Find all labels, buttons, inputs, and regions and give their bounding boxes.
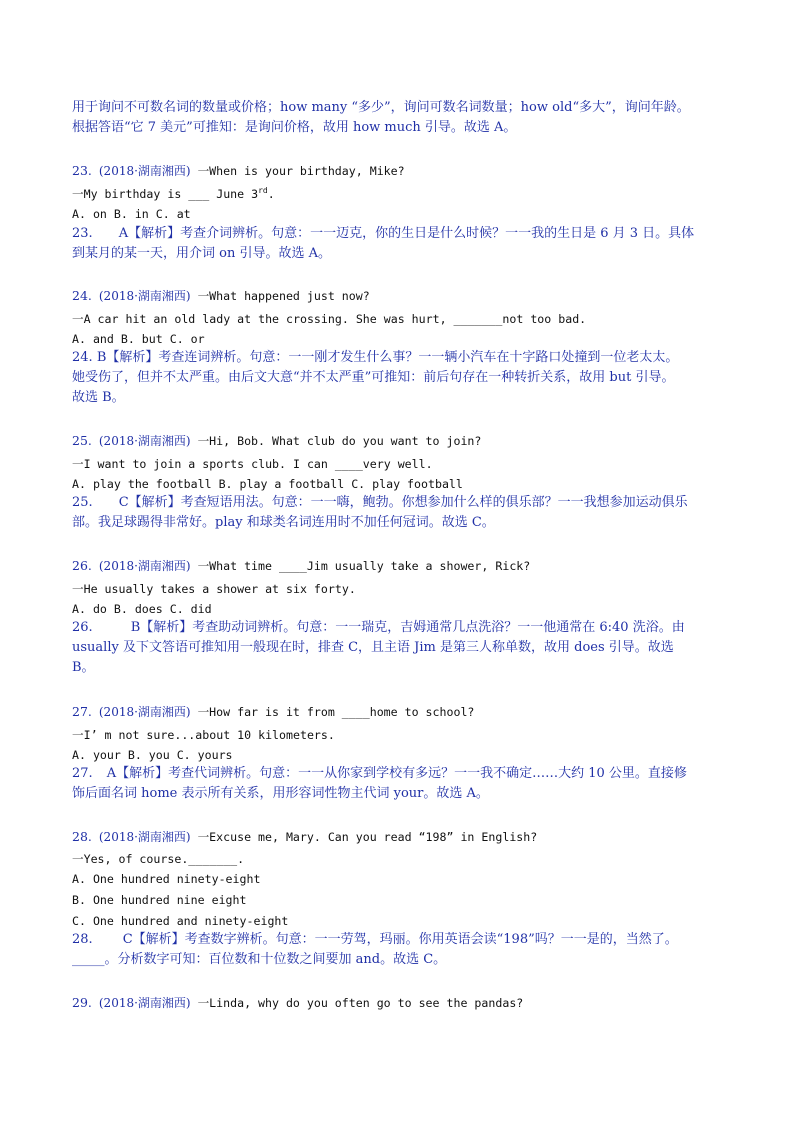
answer-explanation: 【解析】考查介词辨析。句意：一一迈克，你的生日是什么时候？一一我的生日是 6 月 3 日。具体	[128, 226, 695, 241]
question-text: 一What time ____Jim usually take a shower, Rick?	[197, 559, 531, 573]
answer-27	[72, 764, 732, 784]
question-24-line: 一A car hit an old lady at the crossing. She was hurt, _______not too bad.	[72, 312, 587, 326]
question-number: 24.	[72, 288, 92, 303]
answer-25-line-2: 部。我足球踢得非常好。play 和球类名词连用时不加任何冠词。故选 C。	[72, 515, 495, 530]
question-text: 一Hi, Bob. What club do you want to join?	[197, 434, 482, 448]
question-number: 27.	[72, 704, 92, 719]
question-source: (2018·湖南湘西)	[98, 830, 191, 844]
answer-27-line-2: 饰后面名词 home 表示所有关系，用形容词性物主代词 your。故选 A。	[72, 786, 489, 801]
answer-28	[72, 930, 732, 950]
answer-letter: C	[122, 932, 133, 947]
question-text: 一When is your birthday, Mike?	[197, 164, 405, 178]
question-source: (2018·湖南湘西)	[98, 434, 191, 448]
answer-23-line-2: 到某月的某一天，用介词 on 引导。故选 A。	[72, 246, 331, 261]
question-source: (2018·湖南湘西)	[98, 164, 191, 178]
question-source: (2018·湖南湘西)	[98, 289, 191, 303]
question-number: 26.	[72, 558, 92, 573]
question-number: 25.	[72, 433, 92, 448]
question-27-options: A. your B. you C. yours	[72, 748, 233, 762]
answer-24-line-3: 故选 B。	[72, 390, 125, 405]
answer-number: 27.	[72, 766, 93, 781]
question-text: 一Excuse me, Mary. Can you read “198” in English?	[197, 830, 538, 844]
answer-number: 26.	[72, 620, 93, 635]
answer-number: 24.	[72, 350, 93, 365]
question-source: (2018·湖南湘西)	[98, 559, 191, 573]
answer-letter: C	[118, 495, 129, 510]
answer-explanation: 【解析】考查代词辨析。句意：一一从你家到学校有多远？一一我不确定……大约 10 公里。直接修	[116, 766, 687, 781]
question-26-stem	[72, 556, 732, 576]
answer-26-line-3: B。	[72, 660, 95, 675]
intro-line-1: 用于询问不可数名词的数量或价格；how many “多少”，询问可数名词数量；how old“多大”，询问年龄。	[72, 100, 690, 115]
answer-explanation: 【解析】考查助动词辨析。句意：一一瑞克，吉姆通常几点洗浴？一一他通常在 6:40 洗浴。由	[140, 620, 685, 635]
answer-explanation: 【解析】考查数字辨析。句意：一一劳驾，玛丽。你用英语会读“198”吗？一一是的，当然了。	[132, 932, 678, 947]
question-source: (2018·湖南湘西)	[98, 705, 191, 719]
question-26-options: A. do B. does C. did	[72, 602, 212, 616]
ordinal-suffix: rd	[258, 186, 268, 196]
question-28-option-a: A. One hundred ninety-eight	[72, 872, 261, 886]
question-27-line: 一I’ m not sure...about 10 kilometers.	[72, 728, 335, 742]
question-24-options: A. and B. but C. or	[72, 332, 205, 346]
question-number: 29.	[72, 995, 92, 1010]
question-24-stem	[72, 286, 732, 306]
answer-23	[72, 224, 732, 244]
answer-25	[72, 493, 732, 513]
answer-letter: A	[106, 766, 117, 781]
answer-24-line-2: 她受伤了，但并不太严重。由后文大意“并不太严重”可推知：前后句存在一种转折关系，故用 but 引导。	[72, 370, 675, 385]
question-23-line: 一My birthday is ___ June 3rd.	[72, 186, 275, 201]
question-28-option-c: C. One hundred and ninety-eight	[72, 914, 289, 928]
answer-explanation: 【解析】考查短语用法。句意：一一嗨，鲍勃。你想参加什么样的俱乐部？一一我想参加运动俱乐	[128, 495, 688, 510]
question-28-line: 一Yes, of course._______.	[72, 852, 245, 866]
answer-letter: B	[96, 350, 107, 365]
answer-number: 25.	[72, 495, 93, 510]
question-25-stem	[72, 431, 732, 451]
question-line: 一My birthday is ___ June 3	[72, 187, 259, 201]
question-26-line: 一He usually takes a shower at six forty.	[72, 582, 356, 596]
answer-28-line-2: _____。分析数字可知：百位数和十位数之间要加 and。故选 C。	[72, 952, 447, 967]
answer-letter: B	[130, 620, 141, 635]
question-text: 一What happened just now?	[197, 289, 370, 303]
answer-26-line-2: usually 及下文答语可推知用一般现在时，排查 C，且主语 Jim 是第三人称单数，故用 does 引导。故选	[72, 640, 674, 655]
answer-letter: A	[118, 226, 129, 241]
answer-explanation: 【解析】考查连词辨析。句意：一一刚才发生什么事？一一辆小汽车在十字路口处撞到一位老太太。	[106, 350, 679, 365]
question-25-options: A. play the football B. play a football C. play football	[72, 477, 463, 491]
question-27-stem	[72, 702, 732, 722]
answer-24	[72, 348, 732, 368]
answer-number: 23.	[72, 226, 93, 241]
question-29-stem	[72, 993, 732, 1013]
answer-number: 28.	[72, 932, 93, 947]
question-25-line: 一I want to join a sports club. I can ____very well.	[72, 457, 433, 471]
question-number: 28.	[72, 829, 92, 844]
question-28-option-b: B. One hundred nine eight	[72, 893, 247, 907]
answer-26	[72, 618, 732, 638]
question-28-stem	[72, 827, 732, 847]
question-text: 一How far is it from ____home to school?	[197, 705, 475, 719]
intro-line-2: 根据答语“它 7 美元”可推知：是询问价格，故用 how much 引导。故选 A。	[72, 120, 517, 135]
question-text: 一Linda, why do you often go to see the pandas?	[197, 996, 524, 1010]
question-number: 23.	[72, 163, 92, 178]
question-23-stem	[72, 161, 732, 181]
question-source: (2018·湖南湘西)	[98, 996, 191, 1010]
question-23-options: A. on B. in C. at	[72, 207, 191, 221]
